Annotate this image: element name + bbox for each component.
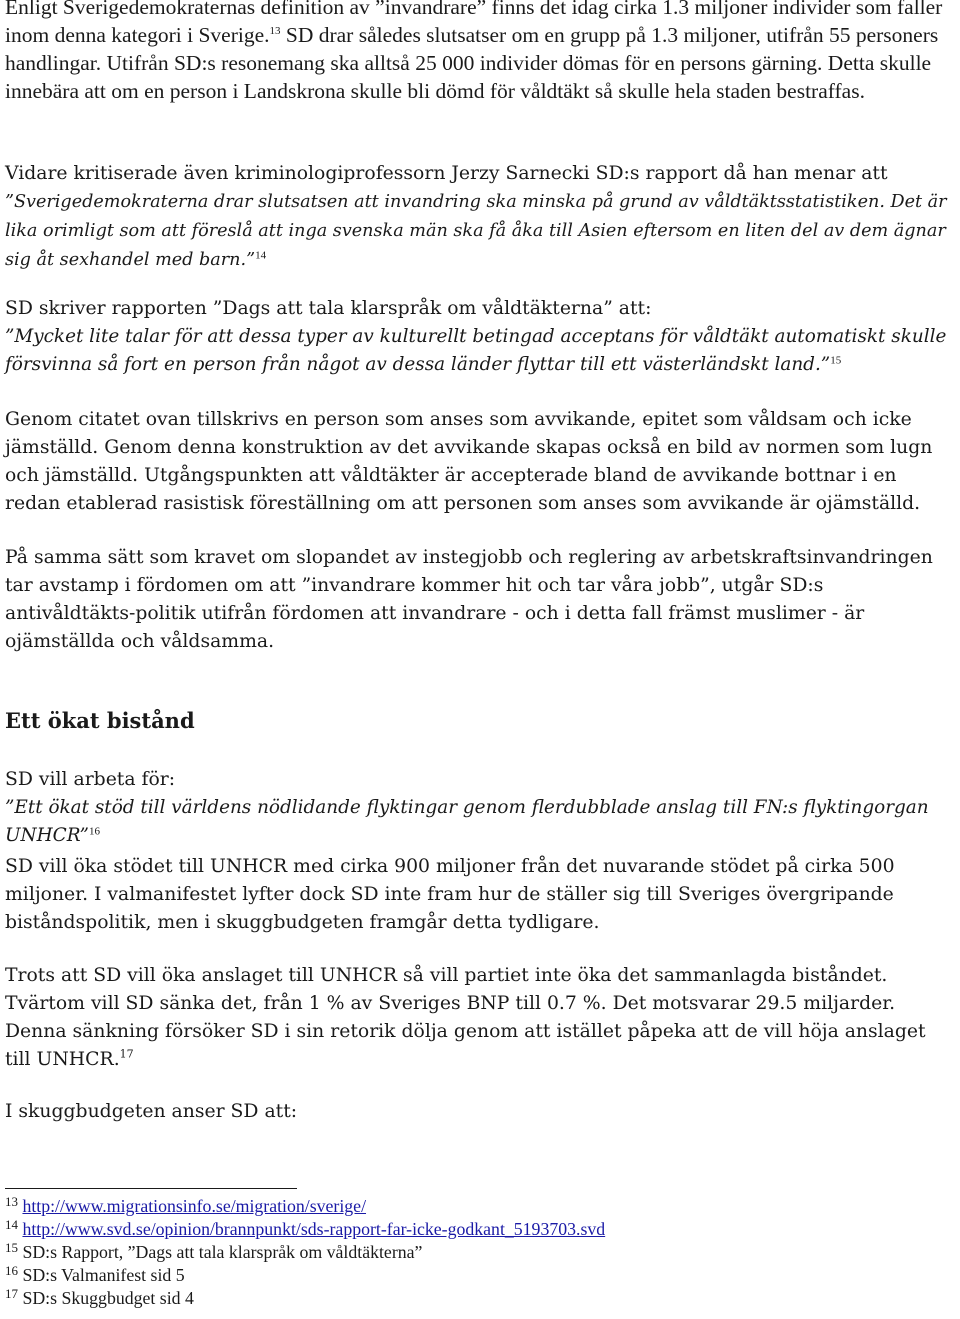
footnote-ref-13[interactable]: 13 (269, 24, 281, 37)
paragraph-prejudice-politics: På samma sätt som kravet om slopandet av instegjobb och reglering av arbetskraftsinvandringen tar avstamp i fördomen om att ”invandrare kommer hit och tar våra jobb”, utgår SD:s antivåldtäkts-politik utifrån fördomen att invandrare - och i detta fall främst muslimer - är ojämställda och våldsamma. (5, 547, 933, 652)
paragraph-deviant-construction: Genom citatet ovan tillskrivs en person som anses som avvikande, epitet som våldsam och icke jämställd. Genom denna konstruktion av det avvikande skapas också en bild av normen som lugn och jämställd. Utgångspunkten att våldtäkter är accepterade bland de avvikande bottnar i en redan etablerad rasistisk föreställning om att personen som anses som avvikande är ojämställd. (5, 409, 933, 514)
paragraph-sd-report-quote: SD skriver rapporten ”Dags att tala klarspråk om våldtäkterna” att: ”Mycket lite talar för att dessa typer av kulturellt betingad acceptans för våldtäkt automatiskt skulle försvinna så fort en person från något av dessa länder flyttar till ett västerländskt land.”$^{15}$ (5, 298, 947, 375)
paragraph-unhcr-goal: SD vill arbeta för: ”Ett ökat stöd till världens nödlidande flyktingar genom flerdubblade anslag till FN:s flyktingorgan UNHCR”$^{16}$ (5, 769, 929, 846)
paragraph-sarnecki-critique: Vidare kritiserade även kriminologiprofessorn Jerzy Sarnecki SD:s rapport då han menar att ”Sverigedemokraterna drar slutsatsen att invandring ska minska på grund av våldtäktsstatistiken. Det är lika orimligt som att föreslå att inga svenska män ska få åka till Asien eftersom en liten del av dem ägnar sig åt sexhandel med barn.”$^{14}$ (5, 163, 947, 270)
footnote-ref-17[interactable]: 17 (119, 1047, 134, 1061)
paragraph-unhcr-increase: SD vill öka stödet till UNHCR med cirka 900 miljoner från det nuvarande stödet på cirka 500 miljoner. I valmanifestet lyfter dock SD inte fram hur de ställer sig till Sveriges övergripande biståndspolitik, men i skuggbudgeten framgår detta tydligare. (5, 856, 895, 933)
paragraph-aid-reduction: Trots att SD vill öka anslaget till UNHCR så vill partiet inte öka det sammanlagda biståndet. Tvärtom vill SD sänka det, från 1 % av Sveriges BNP till 0.7 %. Det motsvarar 29.5 miljarder. Denna sänkning försöker SD i sin retorik dölja genom att istället påpeka att de vill höja anslaget till UNHCR.$^{17}$ (5, 965, 926, 1070)
footnote-link-svd[interactable]: http://www.svd.se/opinion/brannpunkt/sds-rapport-far-icke-godkant_5193703.svd (22, 1219, 606, 1239)
footnote-separator (5, 1188, 297, 1189)
footnote-link-migrationsinfo[interactable]: http://www.migrationsinfo.se/migration/sverige/ (22, 1196, 367, 1216)
footnote-ref-14[interactable]: 14 (255, 249, 267, 262)
footnote-ref-15[interactable]: 15 (830, 354, 842, 367)
footnote-14: $^{14}$ http://www.svd.se/opinion/brannpunkt/sds-rapport-far-icke-godkant_5193703.svd (5, 1217, 606, 1239)
footnote-ref-16[interactable]: 16 (88, 825, 100, 838)
footnote-17: $^{17}$ SD:s Skuggbudget sid 4 (5, 1286, 194, 1308)
footnote-16: $^{16}$ SD:s Valmanifest sid 5 (5, 1263, 185, 1285)
footnote-15: $^{15}$ SD:s Rapport, ”Dags att tala klarspråk om våldtäkterna” (5, 1240, 423, 1262)
paragraph-immigrant-definition: Enligt Sverigedemokraternas definition av ”invandrare” finns det idag cirka 1.3 miljoner individer som faller inom denna kategori i Sverige.$^{13}$ SD drar således slutsatser om en grupp på 1.3 miljoner, utifrån 55 personers handlingar. Utifrån SD:s resonemang ska alltså 25 000 individer dömas för en persons gärning. Detta skulle innebära att om en person i Landskrona skulle bli dömd för våldtäkt så skulle hela staden bestraffas. (5, 0, 943, 103)
section-heading-aid: Ett ökat bistånd (5, 708, 195, 733)
footnote-13: $^{13}$ http://www.migrationsinfo.se/migration/sverige/ (5, 1194, 367, 1216)
paragraph-shadow-budget: I skuggbudgeten anser SD att: (5, 1101, 298, 1122)
